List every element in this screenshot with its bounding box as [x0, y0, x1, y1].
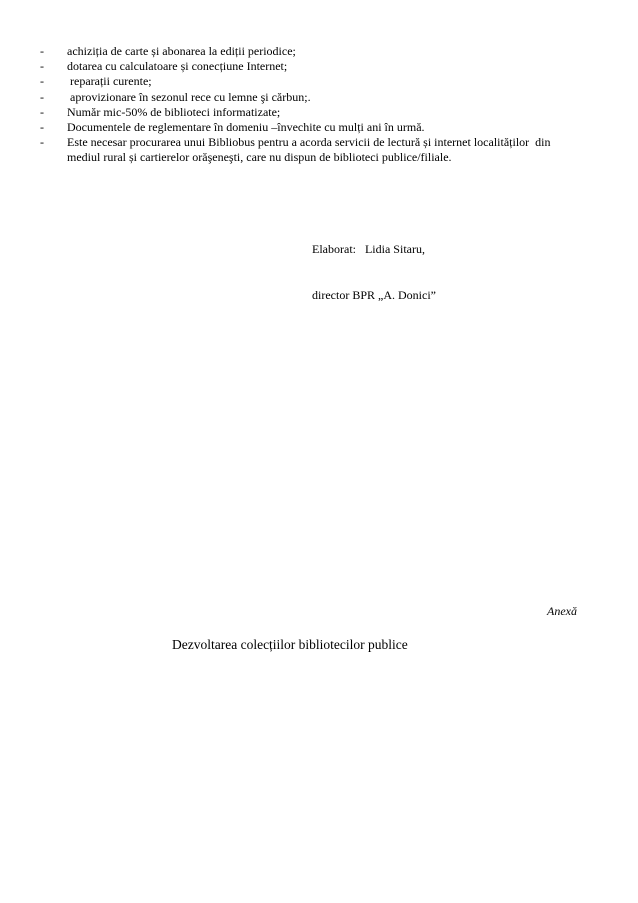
signature-author: Elaborat: Lidia Sitaru, [312, 242, 425, 257]
list-item-text: dotarea cu calculatoare și conecțiune Internet; [67, 59, 288, 74]
list-item-text: Număr mic-50% de biblioteci informatizate; [67, 104, 281, 119]
list-item-text: reparații curente; [67, 74, 152, 89]
list-item [40, 90, 580, 105]
annex-label: Anexă [547, 604, 577, 618]
list-item-text: achiziția de carte și abonarea la ediții periodice; [67, 44, 296, 58]
list-marker: - [40, 120, 44, 135]
list-item [40, 74, 580, 89]
signature-block [312, 212, 436, 334]
list-marker: - [40, 74, 44, 89]
section-heading: Dezvoltarea colecțiilor bibliotecilor publice [172, 637, 408, 652]
list-item-text: Este necesar procurarea unui Bibliobus pentru a acorda servicii de lectură și internet localităților din mediul rural și cartierelor orăşeneşti, care nu dispun de biblioteci publice/filiale. [67, 135, 554, 165]
list-marker: - [40, 89, 44, 104]
list-marker: - [40, 44, 44, 58]
list-item [40, 59, 580, 74]
list-marker: - [40, 135, 44, 150]
problems-list [40, 44, 580, 166]
list-marker: - [40, 59, 44, 74]
list-item [40, 105, 580, 120]
signature-title: director BPR „A. Donici” [312, 288, 436, 303]
list-item-text: Documentele de reglementare în domeniu –învechite cu mulți ani în urmă. [67, 120, 425, 135]
list-item [40, 44, 580, 59]
list-item [40, 120, 580, 135]
list-item-text: aprovizionare în sezonul rece cu lemne şi cărbun;. [67, 89, 311, 104]
list-item [40, 135, 580, 165]
list-marker: - [40, 104, 44, 119]
